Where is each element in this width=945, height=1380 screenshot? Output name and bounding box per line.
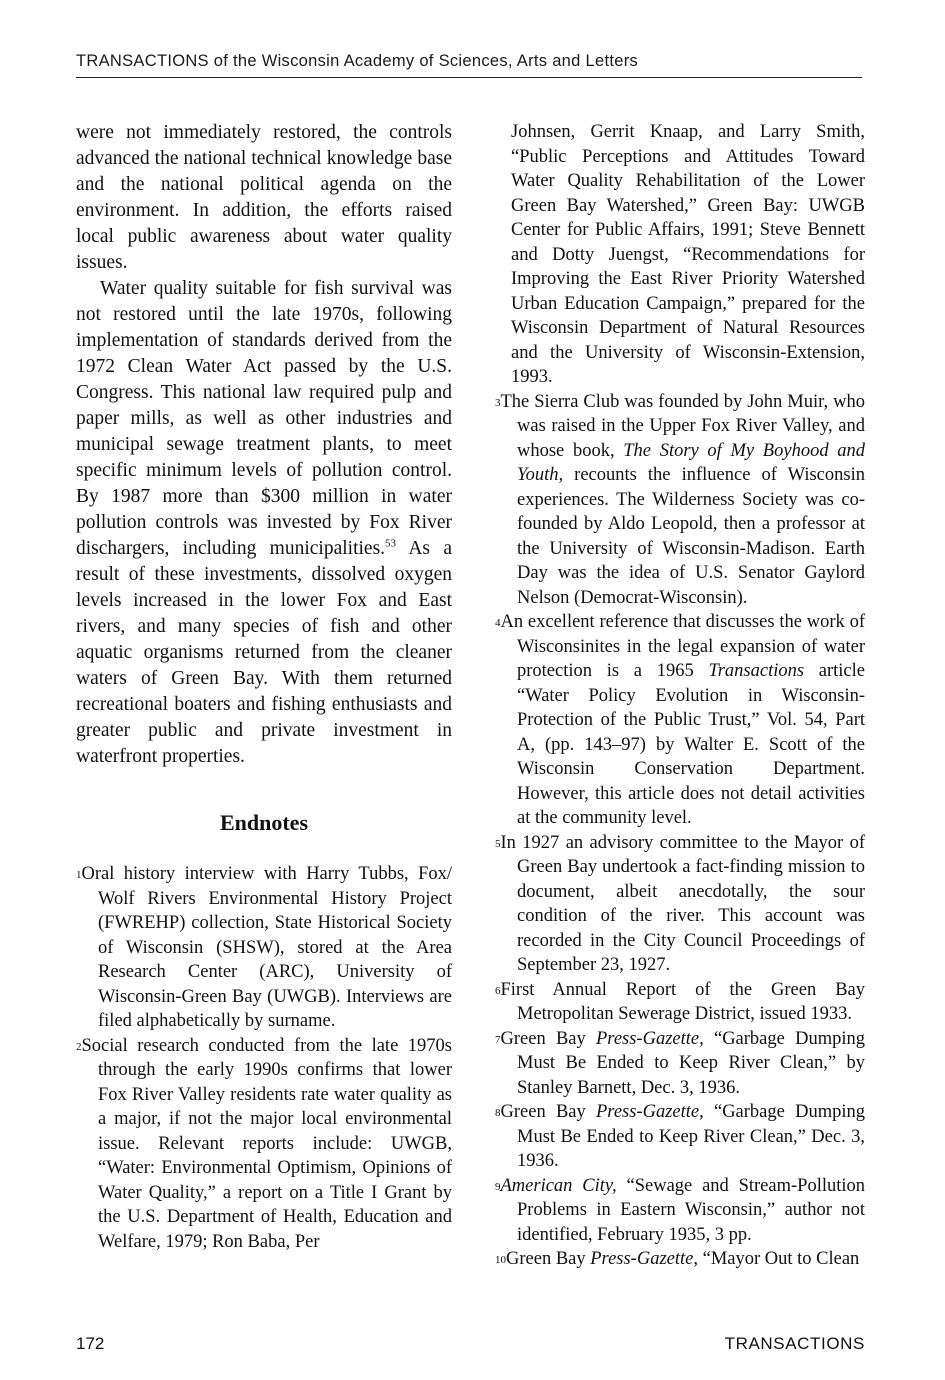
endnote-number: 8: [495, 1107, 501, 1119]
endnote-number: 10: [495, 1254, 506, 1266]
endnote-number: 6: [495, 984, 501, 997]
endnote-number: 7: [495, 1033, 501, 1046]
endnotes-heading: Endnotes: [219, 810, 309, 835]
endnote-text: Social research conducted from the late 1970s through the early 1990s confirms that lower Fox River Valley residents rate water quality as a major, if not the major local environmental issue. Relevant reports include: UWGB, “Water: Environmental Optimism, Opinions of Water Quality,” a report on a Title I Grant by the U.S. Department of Health, Education and Welfare, 1979; Ron Baba, Per: [81, 1035, 452, 1252]
endnote-number: 5: [495, 837, 501, 850]
book-title: The Story of My Boyhood and Youth,: [517, 440, 865, 485]
endnote-2: [76, 1034, 452, 1255]
endnote-text: article “Water Policy Evolution in Wisconsin-Protection of the Public Trust,” Vol. 54, Part A, (pp. 143–97) by Walter E. Scott of the Wisconsin Conservation Department. However, this article does not detail activities at the community level.: [517, 661, 865, 828]
paragraph-text: As a result of these investments, dissolved oxygen levels increased in the lower Fox and East rivers, and many species of fish and other aquatic organisms returned from the cleaner waters of Green Bay. With them returned recreational boaters and fishing enthusiasts and greater public and private investment in waterfront properties.: [76, 538, 452, 767]
endnote-text: First Annual Report of the Green Bay Metropolitan Sewerage District, issued 1933.: [500, 979, 865, 1024]
endnote-text: In 1927 an advisory committee to the Mayor of Green Bay undertook a fact-finding mission to document, albeit anecdotally, the sour condition of the river. This account was recorded in the City Council Proceedings of September 23, 1927.: [500, 832, 865, 975]
endnote-8: [495, 1100, 865, 1174]
endnote-9: [495, 1174, 865, 1248]
endnote-text: recounts the influence of Wisconsin experiences. The Wilderness Society was co-founded by Aldo Leopold, then a professor at the University of Wisconsin-Madison. Earth Day was the idea of U.S. Senator Gaylord Nelson (Democrat-Wisconsin).: [517, 465, 865, 608]
endnote-text: “Mayor Out to Clean: [697, 1249, 860, 1269]
endnote-number: 2: [76, 1040, 82, 1053]
endnote-10: [495, 1247, 865, 1272]
body-paragraph: were not immediately restored, the controls advanced the national technical knowledge base and the national political agenda on the environment. In addition, the efforts raised local public awareness about water quality issues.: [76, 122, 452, 273]
endnote-text: Oral history interview with Harry Tubbs, Fox/ Wolf Rivers Environmental History Project (FWREHP) collection, State Historical Society of Wisconsin (SHSW), stored at the Area Research Center (ARC), University of Wisconsin-Green Bay (UWGB). Interviews are filed alphabetically by surname.: [81, 864, 452, 1031]
publication-title: Press-Gazette,: [596, 1102, 704, 1122]
left-column: [76, 120, 452, 1254]
publication-title: American City,: [500, 1175, 617, 1196]
endnote-5: [495, 831, 865, 978]
body-paragraph: [76, 276, 452, 770]
publication-title: Transactions: [708, 661, 805, 681]
endnote-text: Green Bay: [500, 1028, 596, 1049]
publication-title: Press-Gazette,: [590, 1249, 698, 1269]
endnote-6: [495, 978, 865, 1027]
endnote-text: The Sierra Club was founded by John Muir, who was raised in the Upper Fox River Valley, and whose book,: [500, 391, 865, 461]
endnote-4: [495, 610, 865, 831]
endnote-reference[interactable]: 53: [385, 537, 397, 550]
endnote-number: 1: [76, 869, 82, 881]
endnote-1: [76, 862, 452, 1034]
footer-label: TRANSACTIONS: [724, 1334, 865, 1353]
endnote-text: An excellent reference that discusses the work of Wisconsinites in the legal expansion of water protection is a 1965: [500, 612, 865, 681]
endnote-text: Green Bay: [506, 1249, 591, 1269]
publication-title: Press-Gazette,: [596, 1028, 704, 1049]
endnote-text: “Sewage and Stream-Pollution Problems in Eastern Wisconsin,” author not identified, February 1935, 3 pp.: [517, 1175, 866, 1245]
endnote-number: 9: [495, 1180, 501, 1193]
endnote-number: 3: [495, 396, 501, 409]
endnote-number: 4: [495, 617, 501, 629]
running-head: TRANSACTIONS of the Wisconsin Academy of Sciences, Arts and Letters: [76, 52, 862, 78]
endnote-3: [495, 390, 865, 611]
page-number: 172: [76, 1334, 105, 1353]
endnote-text: “Garbage Dumping Must Be Ended to Keep River Clean,” by Stanley Barnett, Dec. 3, 1936.: [517, 1028, 865, 1098]
right-column: [495, 120, 865, 1272]
endnote-text: Green Bay: [500, 1102, 596, 1122]
paragraph-text: Water quality suitable for fish survival was not restored until the late 1970s, following implementation of standards derived from the 1972 Clean Water Act passed by the U.S. Congress. This national law required pulp and paper mills, as well as other industries and municipal sewage treatment plants, to meet specific minimum levels of pollution control. By 1987 more than $300 million in water pollution controls was invested by Fox River dischargers, including municipalities.: [76, 278, 452, 559]
endnote-text: “Garbage Dumping Must Be Ended to Keep River Clean,” Dec. 3, 1936.: [517, 1102, 865, 1171]
endnote-7: [495, 1027, 865, 1101]
endnote-2-continued: Johnsen, Gerrit Knaap, and Larry Smith, “Public Perceptions and Attitudes Toward Water Quality Rehabilitation of the Lower Green Bay Watershed,” Green Bay: UWGB Center for Public Affairs, 1991; Steve Bennett and Dotty Juengst, “Recommendations for Improving the East River Priority Watershed Urban Education Campaign,” prepared for the Wisconsin Department of Natural Resources and the University of Wisconsin-Extension, 1993.: [511, 122, 865, 387]
